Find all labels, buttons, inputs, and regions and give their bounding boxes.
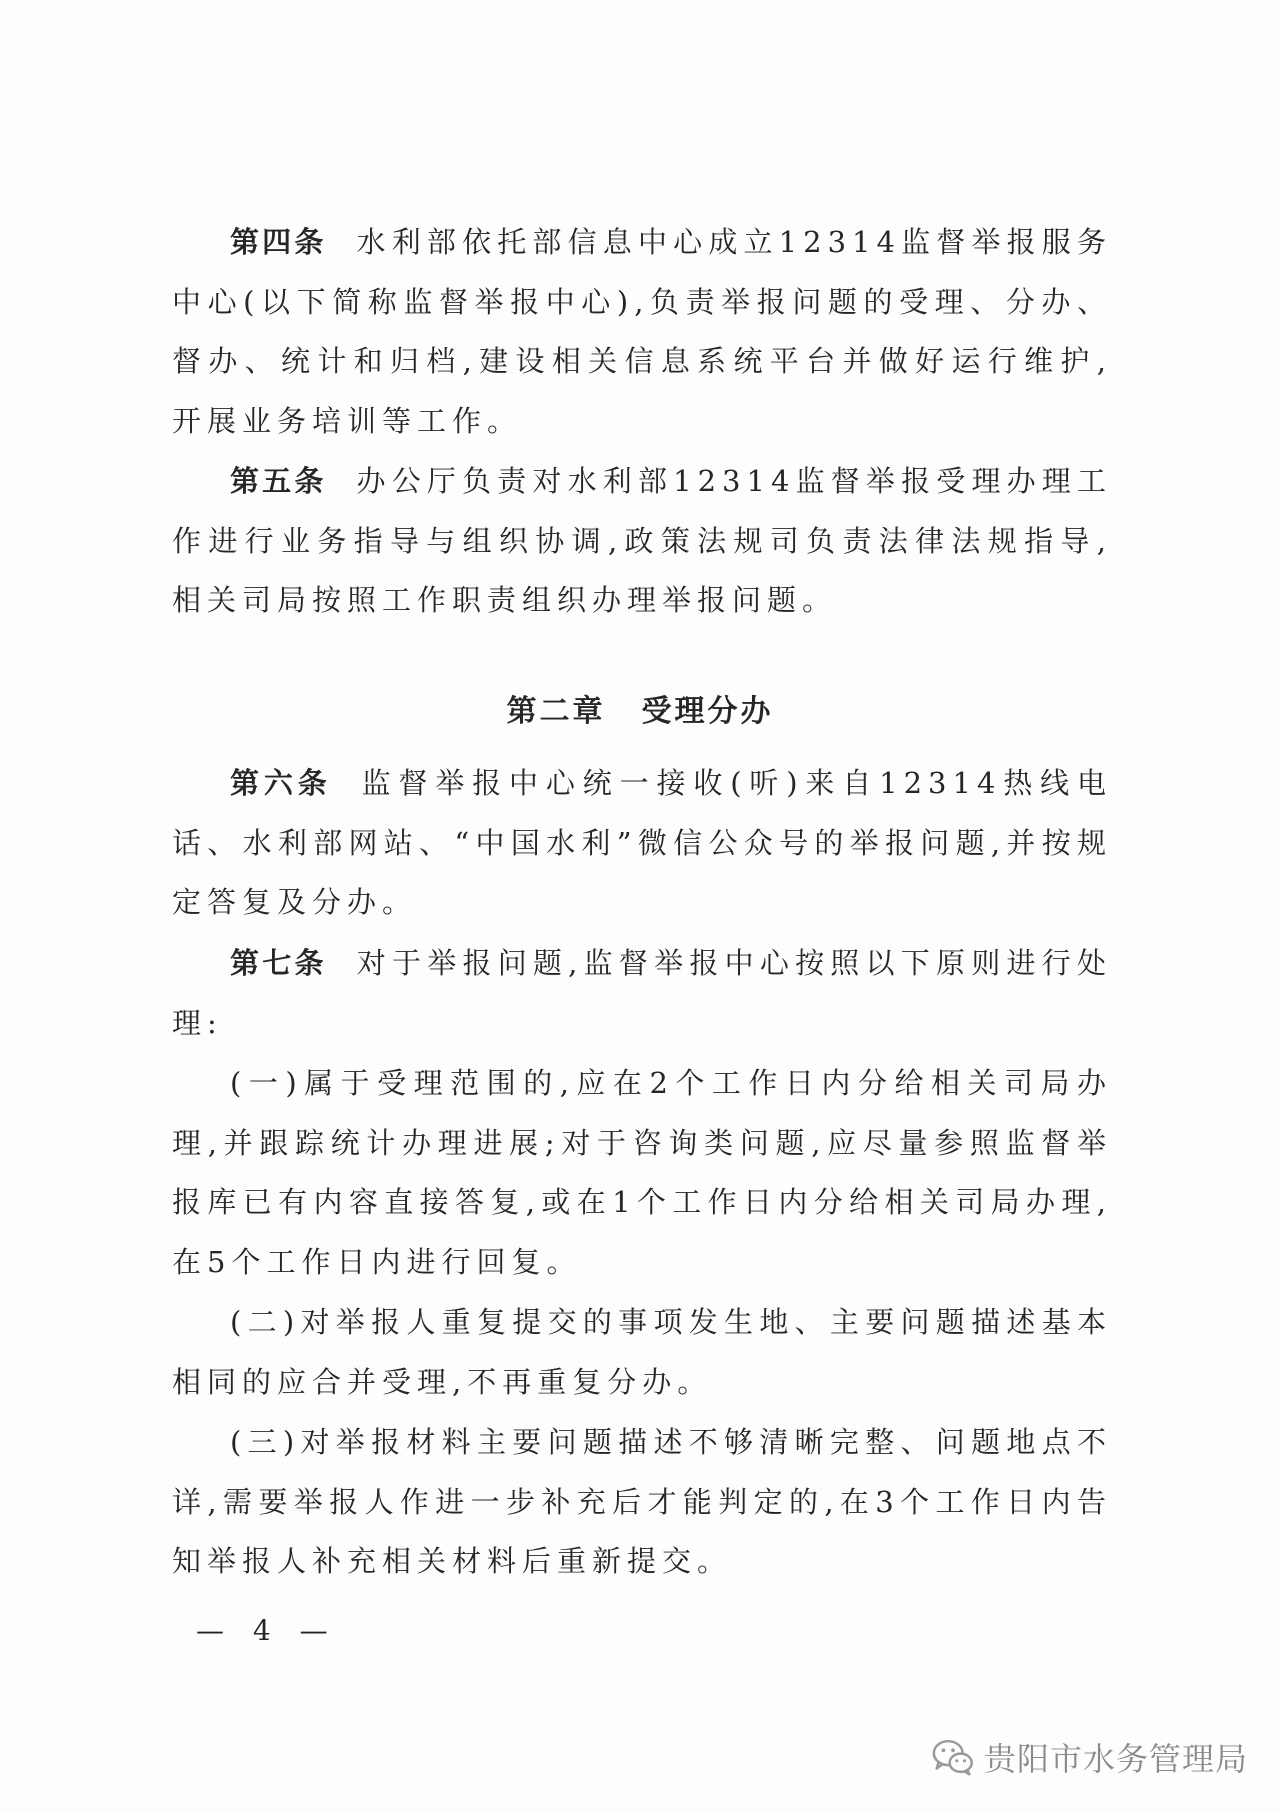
- clause-2: [172, 1293, 1112, 1412]
- article-6: [172, 754, 1112, 933]
- article-5: [172, 452, 1112, 631]
- article-label: 第四条: [230, 225, 327, 259]
- clause-text: (二)对举报人重复提交的事项发生地、主要问题描述基本相同的应合并受理,不再重复分办。: [172, 1305, 1112, 1399]
- article-text: 水利部依托部信息中心成立12314监督举报服务中心(以下简称监督举报中心),负责举报问题的受理、分办、督办、统计和归档,建设相关信息系统平台并做好运行维护,开展业务培训等工作。: [172, 225, 1112, 438]
- article-4: [172, 213, 1112, 451]
- article-text: 监督举报中心统一接收(听)来自12314热线电话、水利部网站、“中国水利”微信公众号的举报问题,并按规定答复及分办。: [172, 766, 1112, 919]
- clause-3: [172, 1413, 1112, 1592]
- chapter-title: 受理分办: [641, 694, 774, 729]
- watermark: [930, 1727, 1248, 1787]
- page-number: — 4 —: [196, 1614, 338, 1647]
- article-7: [172, 934, 1112, 1053]
- clause-text: (三)对举报材料主要问题描述不够清晰完整、问题地点不详,需要举报人作进一步补充后才能判定的,在3个工作日内告知举报人补充相关材料后重新提交。: [172, 1425, 1112, 1578]
- chapter-number: 第二章: [506, 694, 606, 729]
- wechat-icon: [930, 1734, 976, 1780]
- article-label: 第六条: [230, 766, 332, 800]
- chapter-heading: [0, 690, 1280, 734]
- article-label: 第五条: [230, 464, 327, 498]
- watermark-text: 贵阳市水务管理局: [983, 1740, 1248, 1778]
- clause-text: (一)属于受理范围的,应在2个工作日内分给相关司局办理,并跟踪统计办理进展;对于咨询类问题,应尽量参照监督举报库已有内容直接答复,或在1个工作日内分给相关司局办理,在5个工作日内进行回复。: [172, 1066, 1112, 1279]
- article-label: 第七条: [230, 946, 327, 980]
- article-text: 办公厅负责对水利部12314监督举报受理办理工作进行业务指导与组织协调,政策法规司负责法律法规指导,相关司局按照工作职责组织办理举报问题。: [172, 464, 1112, 617]
- article-text: 对于举报问题,监督举报中心按照以下原则进行处理:: [172, 946, 1112, 1040]
- clause-1: [172, 1054, 1112, 1292]
